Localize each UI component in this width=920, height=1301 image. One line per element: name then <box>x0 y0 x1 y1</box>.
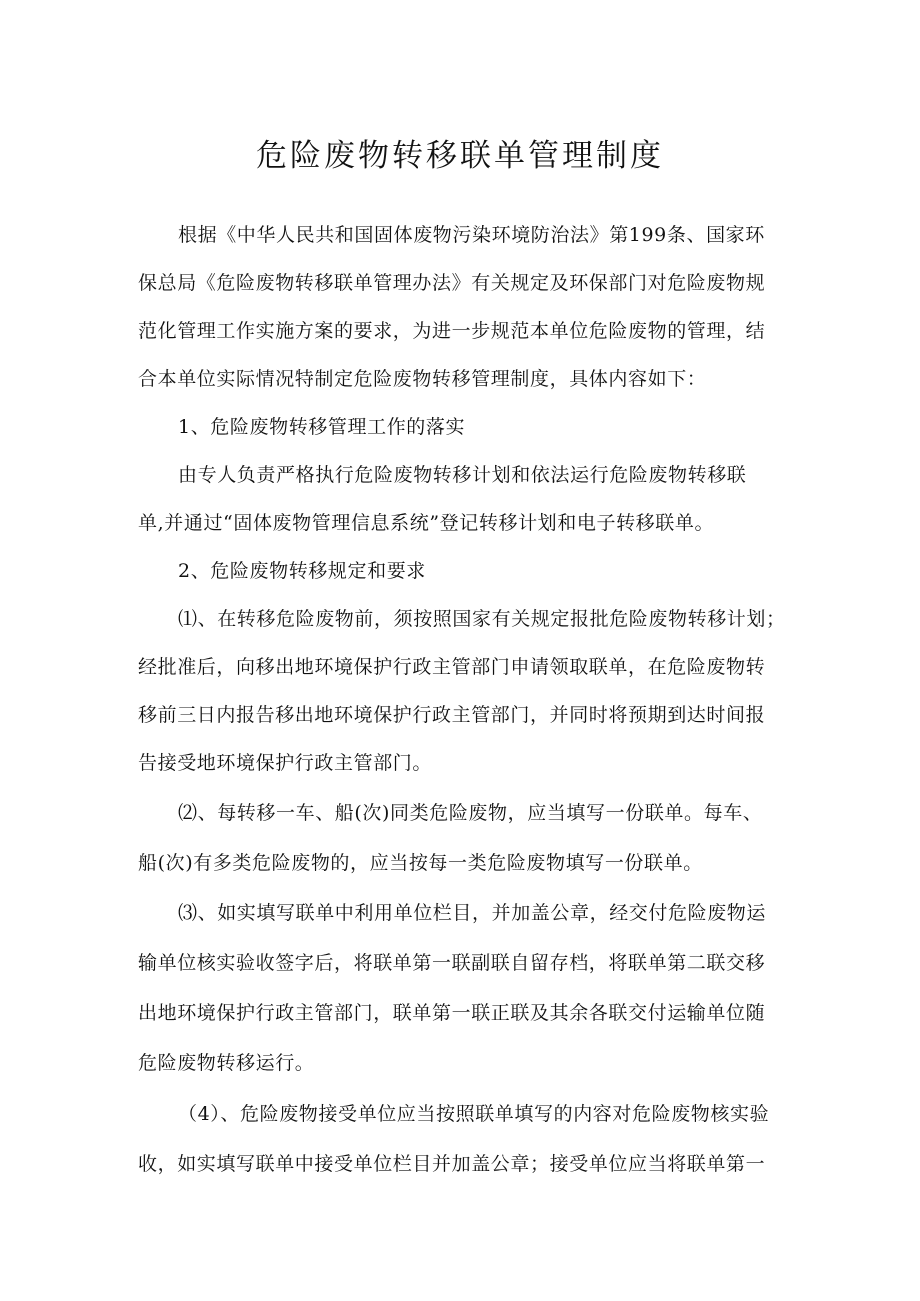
paragraph-line: 船(次)有多类危险废物的，应当按每一类危险废物填写一份联单。 <box>138 852 703 874</box>
document-title: 危险废物转移联单管理制度 <box>256 138 664 174</box>
paragraph-line: ⑵、每转移一车、船(次)同类危险废物，应当填写一份联单。每车、 <box>178 802 763 824</box>
paragraph-line: 危险废物转移运行。 <box>138 1052 315 1074</box>
paragraph-line: 输单位核实验收签字后，将联单第一联副联自留存档，将联单第二联交移 <box>138 952 766 974</box>
paragraph-line: 告接受地环境保护行政主管部门。 <box>138 752 433 774</box>
paragraph-line: 合本单位实际情况特制定危险废物转移管理制度，具体内容如下： <box>138 368 707 390</box>
paragraph-line: 范化管理工作实施方案的要求，为进一步规范本单位危险废物的管理，结 <box>138 320 766 342</box>
paragraph-line: 经批准后，向移出地环境保护行政主管部门申请领取联单，在危险废物转 <box>138 656 766 678</box>
paragraph-line: 单,并通过“固体废物管理信息系统”登记转移计划和电子转移联单。 <box>138 512 715 534</box>
paragraph-line: 保总局《危险废物转移联单管理办法》有关规定及环保部门对危险废物规 <box>138 272 766 294</box>
paragraph-line: 出地环境保护行政主管部门，联单第一联正联及其余各联交付运输单位随 <box>138 1002 766 1024</box>
paragraph-line: 由专人负责严格执行危险废物转移计划和依法运行危险废物转移联 <box>178 464 747 486</box>
paragraph-line: 收，如实填写联单中接受单位栏目并加盖公章；接受单位应当将联单第一 <box>138 1153 766 1175</box>
paragraph-line: 移前三日内报告移出地环境保护行政主管部门，并同时将预期到达时间报 <box>138 704 766 726</box>
paragraph-line: （4）、危险废物接受单位应当按照联单填写的内容对危险废物核实验 <box>178 1103 770 1125</box>
paragraph-line: ⑶、如实填写联单中利用单位栏目，并加盖公章，经交付危险废物运 <box>178 902 767 924</box>
section-heading: 2、危险废物转移规定和要求 <box>178 560 426 582</box>
paragraph-line: ⑴、在转移危险废物前，须按照国家有关规定报批危险废物转移计划； <box>178 608 786 630</box>
paragraph-line: 根据《中华人民共和国固体废物污染环境防治法》第199条、国家环 <box>178 224 765 246</box>
section-heading: 1、危险废物转移管理工作的落实 <box>178 416 466 438</box>
